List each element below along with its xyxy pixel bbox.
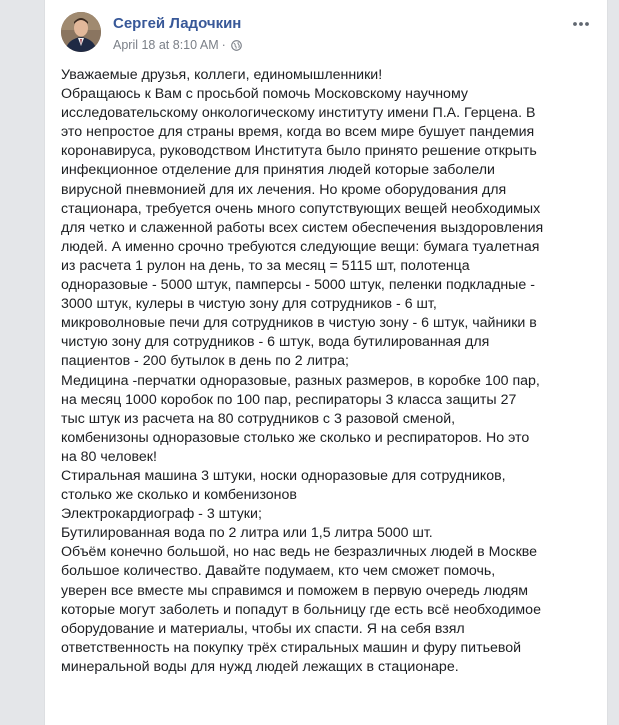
post-text-line: чистую зону для сотрудников - 6 штук, вода бутилированная для xyxy=(61,334,490,351)
post-text-line: оборудование и материалы, чтобы их спасти. Я на себя взял xyxy=(61,620,465,637)
post-meta xyxy=(113,38,242,52)
post-header xyxy=(61,12,595,60)
post-text-line: инфекционное отделение для принятия людей которые заболели xyxy=(61,162,495,179)
post-text-line: тыс штук из расчета на 80 сотрудников с 3 разовой сменой, xyxy=(61,410,456,427)
post-card xyxy=(44,0,608,725)
post-text-line: которые могут заболеть и попадут в больницу где есть всё необходимое xyxy=(61,601,541,618)
post-text-line: Бутилированная вода по 2 литра или 1,5 литра 5000 шт. xyxy=(61,525,433,542)
post-text-line: людей. А именно срочно требуются следующие вещи: бумага туалетная xyxy=(61,238,540,255)
post-text-line: уверен все вместе мы справимся и поможем в первую очередь людям xyxy=(61,582,529,599)
post-body xyxy=(61,66,591,677)
post-text-line: Стиральная машина 3 штуки, носки одноразовые для сотрудников, xyxy=(61,467,506,484)
post-text-line: на 80 человек! xyxy=(61,448,157,465)
post-text-line: одноразовые - 5000 штук, памперсы - 5000 штук, пеленки подкладные - xyxy=(61,277,535,294)
avatar[interactable] xyxy=(61,12,101,52)
post-text-line: на месяц 1000 коробок по 100 пар, респираторы 3 класса защиты 27 xyxy=(61,391,517,408)
post-text-line: столько же сколько и комбенизонов xyxy=(61,487,297,504)
post-text-line: Уважаемые друзья, коллеги, единомышленники! xyxy=(61,67,383,83)
more-options-icon[interactable] xyxy=(571,18,591,30)
post-timestamp[interactable]: April 18 at 8:10 AM xyxy=(113,38,219,52)
post-text-line: Электрокардиограф - 3 штуки; xyxy=(61,506,262,523)
globe-icon[interactable] xyxy=(231,40,242,51)
post-text-line: стационара, требуется очень много сопутствующих вещей необходимых xyxy=(61,200,541,217)
avatar-image xyxy=(61,12,101,52)
post-text-line: микроволновые печи для сотрудников в чистую зону - 6 штук, чайники в xyxy=(61,315,537,332)
post-text-line: для четко и слаженной работы всех систем обеспечения выздоровления xyxy=(61,219,544,236)
post-text-line: исследовательскому онкологическому институту имени П.А. Герцена. В xyxy=(61,105,536,122)
post-text-line: 3000 штук, кулеры в чистую зону для сотрудников - 6 шт, xyxy=(61,296,437,313)
post-text-line: минеральной воды для нужд людей лежащих в стационаре. xyxy=(61,658,459,675)
meta-separator: · xyxy=(221,38,226,52)
post-text-line: Медицина -перчатки одноразовые, разных размеров, в коробке 100 пар, xyxy=(61,372,540,389)
post-text-line: коронавируса, руководством Института было принято решение открыть xyxy=(61,143,537,160)
post-text-line: ответственность на покупку трёх стиральных машин и фуру питьевой xyxy=(61,639,522,656)
post-text-line: Объём конечно большой, но нас ведь не безразличных людей в Москве xyxy=(61,544,538,561)
post-text-line: комбенизоны одноразовые столько же сколько и респираторов. Но это xyxy=(61,429,530,446)
post-text-line: большое количество. Давайте подумаем, кто чем сможет помочь, xyxy=(61,563,496,580)
post-text-line: это непростое для страны время, когда во всем мире бушует пандемия xyxy=(61,124,535,141)
post-text-line: из расчета 1 рулон на день, то за месяц = 5115 шт, полотенца xyxy=(61,257,470,274)
author-name[interactable]: Сергей Ладочкин xyxy=(113,15,242,32)
post-text-line: Обращаюсь к Вам с просьбой помочь Московскому научному xyxy=(61,86,468,103)
post-text-line: вирусной пневмонией для их лечения. Но кроме оборудования для xyxy=(61,181,507,198)
post-text-line: пациентов - 200 бутылок в день по 2 литра; xyxy=(61,353,350,370)
